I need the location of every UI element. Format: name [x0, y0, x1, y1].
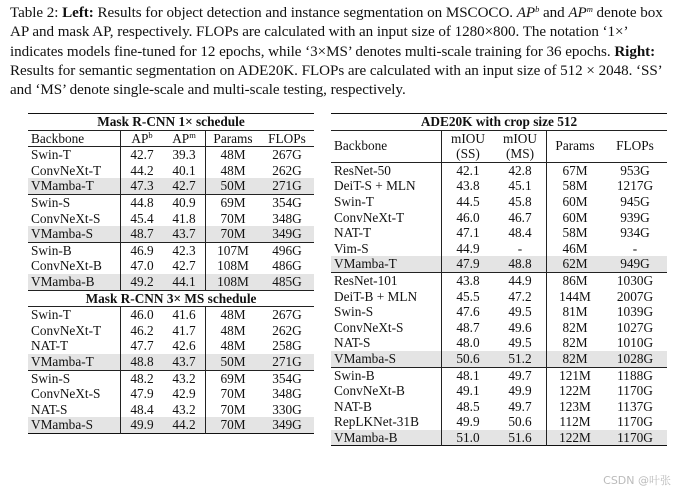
cell-apm: 40.1: [163, 163, 206, 179]
cell-flops: 271G: [260, 354, 314, 370]
cell-params: 122M: [547, 430, 604, 446]
cell-flops: 485G: [260, 274, 314, 290]
cell-flops: 1027G: [616, 319, 654, 335]
cell-backbone: VMamba-S: [28, 417, 121, 433]
cell-backbone: ConvNeXt-T: [28, 323, 121, 339]
cell-miou-ms: 47.2: [494, 289, 547, 305]
cell-backbone: VMamba-S: [28, 226, 121, 242]
header-flops: FLOPs: [268, 130, 306, 146]
cell-params: 62M: [547, 256, 604, 272]
cell-miou-ss: 44.9: [456, 240, 480, 256]
cell-miou-ms: 49.9: [494, 383, 547, 399]
cell-apb: 46.0: [130, 307, 154, 323]
cell-miou-ms: -: [494, 241, 547, 257]
header-flops: FLOPs: [603, 130, 667, 162]
table-row: [331, 178, 667, 194]
cell-miou-ss: 50.6: [442, 351, 495, 367]
cell-params: 108M: [217, 258, 249, 274]
left-header-row: [28, 130, 314, 147]
cell-apm: 43.7: [163, 354, 206, 370]
table-row: [331, 272, 667, 288]
caption-apb: AP: [516, 5, 536, 21]
cell-miou-ms: 44.9: [494, 272, 547, 288]
table-row: [28, 242, 314, 258]
cell-flops: 258G: [272, 338, 302, 354]
cell-apb: 45.4: [130, 210, 154, 226]
cell-params: 82M: [562, 335, 588, 351]
cell-flops: 1170G: [603, 430, 667, 446]
cell-backbone: VMamba-T: [28, 354, 121, 370]
table-row: [28, 307, 314, 323]
cell-apb: 44.8: [130, 194, 154, 210]
header-apb: $AP^b$: [131, 129, 153, 146]
table-row: [331, 210, 667, 226]
caption-text-3: denote box AP and mask AP, respectively. FLOPs are calculated with an input size of 1280×800. The notation ‘1×’ indicates models fine-tuned for 12 epochs, while ‘3×MS’ denotes multi-scale training for 36 epochs.: [10, 5, 663, 60]
cell-params: 67M: [562, 162, 588, 178]
cell-miou-ss: 44.5: [456, 193, 480, 209]
header-ms: (MS): [494, 146, 547, 162]
cell-miou-ms: 50.6: [494, 414, 547, 430]
cell-miou-ss: 49.1: [456, 383, 480, 399]
table-row: [28, 402, 314, 418]
table-row: [331, 351, 667, 367]
table-row: [28, 211, 314, 227]
cell-params: 70M: [220, 210, 246, 226]
cell-flops: 949G: [603, 256, 667, 272]
table-row: [331, 241, 667, 257]
cell-params: 48M: [220, 322, 246, 338]
cell-apm: 42.3: [163, 242, 206, 258]
cell-miou-ss: 47.9: [442, 256, 495, 272]
cell-params: 70M: [220, 386, 246, 402]
table-row: [331, 335, 667, 351]
cell-backbone: VMamba-T: [28, 178, 121, 194]
cell-backbone: ResNet-50: [331, 162, 442, 178]
cell-params: 60M: [562, 209, 588, 225]
cell-apm: 42.6: [163, 338, 206, 354]
cell-apb: 46.2: [130, 322, 154, 338]
cell-params: 69M: [220, 194, 246, 210]
cell-apm: 42.7: [163, 258, 206, 274]
table-row: [331, 162, 667, 178]
cell-apb: 48.4: [130, 401, 154, 417]
table-row: [28, 354, 314, 370]
caption-label: Table 2:: [10, 5, 59, 21]
caption-left-tag: Left:: [62, 5, 94, 21]
cell-flops: 496G: [272, 242, 302, 258]
cell-params: 144M: [559, 288, 591, 304]
cell-flops: 939G: [620, 209, 650, 225]
cell-backbone: DeiT-B + MLN: [331, 289, 442, 305]
cell-miou-ms: 49.5: [494, 304, 547, 320]
cell-flops: 945G: [620, 193, 650, 209]
cell-params: 121M: [559, 367, 591, 383]
cell-apb: 47.7: [130, 338, 154, 354]
cell-miou-ms: 45.1: [494, 178, 547, 194]
cell-params: 70M: [220, 401, 246, 417]
cell-backbone: VMamba-T: [331, 256, 442, 272]
cell-apb: 47.3: [121, 178, 164, 194]
section-header-1x: [28, 114, 314, 131]
cell-apb: 47.0: [130, 258, 154, 274]
cell-miou-ms: 42.8: [494, 162, 547, 178]
table-row: [331, 399, 667, 415]
cell-miou-ms: 49.6: [494, 320, 547, 336]
caption-apb-sup: b: [535, 4, 540, 14]
cell-flops: 349G: [260, 226, 314, 242]
table-row: [331, 320, 667, 336]
cell-params: 48M: [220, 162, 246, 178]
cell-flops: 934G: [620, 225, 650, 241]
table-row: [331, 304, 667, 320]
cell-apb: 48.2: [130, 370, 154, 386]
cell-backbone: Swin-T: [28, 307, 121, 323]
cell-miou-ms: 51.2: [494, 351, 547, 367]
table-row: [331, 289, 667, 305]
cell-apb: 49.2: [121, 274, 164, 290]
cell-apb: 47.9: [130, 386, 154, 402]
cell-miou-ms: 45.8: [494, 194, 547, 210]
cell-miou-ms: 48.4: [494, 225, 547, 241]
cell-params: 48M: [220, 307, 246, 323]
cell-flops: -: [632, 240, 638, 256]
cell-params: 70M: [206, 417, 261, 433]
cell-miou-ms: 46.7: [494, 210, 547, 226]
cell-backbone: ResNet-101: [331, 272, 442, 288]
cell-flops: 1188G: [617, 367, 653, 383]
cell-backbone: Swin-S: [331, 304, 442, 320]
table-row: [331, 225, 667, 241]
cell-params: 50M: [206, 354, 261, 370]
header-miou-ms: mIOU: [494, 130, 547, 146]
cell-apb: 42.7: [130, 147, 154, 163]
table-row: [28, 274, 314, 290]
cell-flops: 348G: [272, 386, 302, 402]
cell-backbone: NAT-S: [331, 335, 442, 351]
table-row: [28, 178, 314, 194]
cell-miou-ss: 46.0: [456, 209, 480, 225]
cell-miou-ms: 49.7: [494, 367, 547, 383]
caption-text-2: and: [539, 5, 569, 21]
cell-miou-ms: 51.6: [494, 430, 547, 446]
cell-apm: 39.3: [163, 147, 206, 163]
header-apm: $AP^m$: [163, 130, 206, 147]
cell-backbone: NAT-T: [331, 225, 442, 241]
cell-apb: 48.8: [121, 354, 164, 370]
cell-flops: 348G: [272, 210, 302, 226]
cell-flops: 1028G: [603, 351, 667, 367]
cell-miou-ss: 48.1: [456, 367, 480, 383]
cell-flops: 330G: [272, 401, 302, 417]
right-header-row-1: [331, 130, 667, 146]
cell-flops: 1170G: [617, 383, 653, 399]
cell-apm: 43.7: [163, 226, 206, 242]
cell-apm: 41.6: [163, 307, 206, 323]
cell-flops: 262G: [272, 322, 302, 338]
cell-apm: 44.1: [163, 274, 206, 290]
cell-flops: 1039G: [616, 304, 654, 320]
cell-miou-ss: 48.5: [456, 398, 480, 414]
caption-right-tag: Right:: [614, 43, 656, 60]
cell-miou-ss: 48.7: [456, 319, 480, 335]
cell-backbone: NAT-B: [331, 399, 442, 415]
table-row: [331, 256, 667, 272]
table-row: [331, 430, 667, 446]
cell-flops: 1137G: [617, 398, 653, 414]
cell-flops: 1217G: [616, 178, 654, 194]
cell-apm: 43.2: [163, 402, 206, 418]
cell-params: 86M: [562, 272, 588, 288]
cell-flops: 953G: [620, 162, 650, 178]
cell-flops: 486G: [272, 258, 302, 274]
table-caption: [10, 4, 672, 100]
cell-backbone: DeiT-S + MLN: [331, 178, 442, 194]
cell-apm: 44.2: [163, 417, 206, 433]
cell-backbone: ConvNeXt-S: [28, 386, 121, 402]
cell-backbone: ConvNeXt-B: [28, 258, 121, 274]
caption-apm: AP: [568, 5, 587, 21]
cell-params: 82M: [547, 351, 604, 367]
cell-flops: 267G: [272, 307, 302, 323]
cell-flops: 1170G: [617, 414, 653, 430]
cell-flops: 349G: [260, 417, 314, 433]
cell-params: 60M: [562, 193, 588, 209]
cell-backbone: ConvNeXt-S: [28, 211, 121, 227]
cell-apm: 41.7: [163, 323, 206, 339]
ade20k-title-row: [331, 114, 667, 131]
cell-flops: 1030G: [616, 272, 654, 288]
table-row: [28, 163, 314, 179]
table-row: [28, 147, 314, 163]
cell-backbone: VMamba-B: [331, 430, 442, 446]
cell-miou-ms: 49.7: [494, 399, 547, 415]
cell-params: 58M: [562, 225, 588, 241]
cell-apm: 43.2: [163, 370, 206, 386]
cell-params: 122M: [559, 383, 591, 399]
cell-params: 58M: [562, 178, 588, 194]
cell-params: 70M: [206, 226, 261, 242]
table-row: [28, 323, 314, 339]
table-row: [331, 367, 667, 383]
cell-backbone: Vim-S: [331, 241, 442, 257]
caption-text-1: Results for object detection and instance segmentation on MSCOCO.: [93, 5, 517, 21]
section-title-1x: Mask R-CNN 1× schedule: [97, 114, 245, 129]
section-title-3x-ms: Mask R-CNN 3× MS schedule: [85, 290, 257, 306]
cell-miou-ss: 45.5: [456, 288, 480, 304]
cell-backbone: VMamba-B: [28, 274, 121, 290]
cell-flops: 2007G: [616, 288, 654, 304]
cell-apm: 41.8: [163, 211, 206, 227]
table-row: [28, 194, 314, 210]
cell-miou-ss: 47.1: [456, 225, 480, 241]
cell-backbone: Swin-T: [28, 147, 121, 163]
cell-flops: 271G: [260, 178, 314, 194]
caption-apm-sup: m: [586, 4, 593, 14]
cell-params: 50M: [206, 178, 261, 194]
table-row: [28, 386, 314, 402]
cell-params: 123M: [559, 398, 591, 414]
cell-params: 107M: [217, 242, 249, 258]
cell-flops: 267G: [272, 147, 302, 163]
cell-backbone: NAT-S: [28, 402, 121, 418]
cell-params: 69M: [220, 370, 246, 386]
table-row: [331, 414, 667, 430]
header-miou-ss: mIOU: [451, 130, 485, 146]
ade20k-title: ADE20K with crop size 512: [420, 114, 578, 129]
header-backbone: Backbone: [331, 130, 442, 162]
cell-backbone: RepLKNet-31B: [331, 414, 442, 430]
cell-params: 108M: [206, 274, 261, 290]
cell-apb: 44.2: [130, 162, 154, 178]
cell-flops: 262G: [272, 162, 302, 178]
cell-params: 81M: [562, 304, 588, 320]
cell-miou-ss: 43.8: [456, 178, 480, 194]
cell-miou-ss: 49.9: [456, 414, 480, 430]
cell-backbone: ConvNeXt-B: [331, 383, 442, 399]
cell-backbone: ConvNeXt-T: [28, 163, 121, 179]
table-row: [331, 383, 667, 399]
table-row: [28, 417, 314, 433]
cell-params: 46M: [562, 240, 588, 256]
ade20k-results-table: [331, 113, 667, 446]
cell-miou-ss: 43.8: [456, 272, 480, 288]
cell-params: 82M: [562, 319, 588, 335]
cell-miou-ms: 49.5: [494, 335, 547, 351]
cell-backbone: Swin-B: [28, 242, 121, 258]
cell-miou-ss: 51.0: [442, 430, 495, 446]
caption-text-4: Results for semantic segmentation on ADE20K. FLOPs are calculated with an input size of 512 × 2048. ‘SS’ and ‘MS’ denote single-scale and multi-scale testing, respectively.: [10, 62, 662, 99]
table-row: [28, 370, 314, 386]
cell-miou-ss: 42.1: [456, 162, 480, 178]
cell-params: 48M: [220, 147, 246, 163]
cell-backbone: Swin-S: [28, 370, 121, 386]
cell-backbone: NAT-T: [28, 338, 121, 354]
cell-apm: 42.9: [163, 386, 206, 402]
table-row: [28, 226, 314, 242]
cell-backbone: ConvNeXt-S: [331, 320, 442, 336]
cell-apb: 49.9: [121, 417, 164, 433]
cell-miou-ms: 48.8: [494, 256, 547, 272]
header-params: Params: [547, 130, 604, 162]
cell-backbone: Swin-B: [331, 367, 442, 383]
cell-params: 112M: [559, 414, 591, 430]
cell-backbone: VMamba-S: [331, 351, 442, 367]
cell-apm: 40.9: [163, 194, 206, 210]
cell-apb: 46.9: [130, 242, 154, 258]
table-row: [331, 194, 667, 210]
section-header-3x-ms: [28, 290, 314, 307]
cell-backbone: Swin-S: [28, 194, 121, 210]
cell-backbone: Swin-T: [331, 194, 442, 210]
cell-flops: 354G: [272, 370, 302, 386]
table-row: [28, 338, 314, 354]
cell-flops: 1010G: [616, 335, 654, 351]
header-params: Params: [213, 130, 253, 146]
cell-backbone: ConvNeXt-T: [331, 210, 442, 226]
cell-miou-ss: 48.0: [456, 335, 480, 351]
cell-apb: 48.7: [121, 226, 164, 242]
header-ss: (SS): [456, 146, 480, 162]
table-row: [28, 258, 314, 274]
header-backbone: Backbone: [28, 130, 121, 147]
watermark: CSDN @叶张: [603, 474, 671, 487]
cell-miou-ss: 47.6: [456, 304, 480, 320]
cell-apm: 42.7: [163, 178, 206, 194]
cell-params: 48M: [220, 338, 246, 354]
coco-results-table: [28, 113, 314, 434]
cell-flops: 354G: [272, 194, 302, 210]
